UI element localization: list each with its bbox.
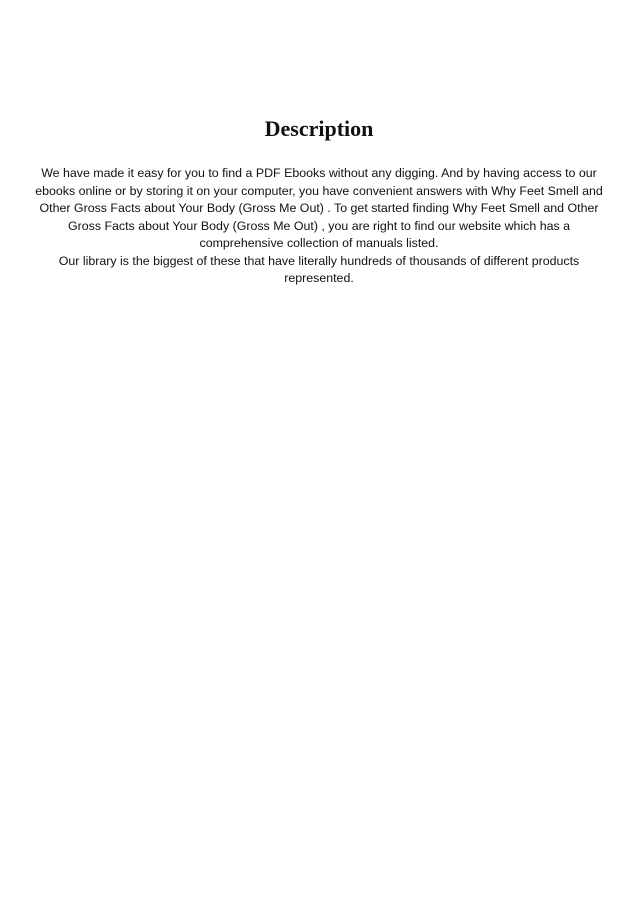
description-paragraph: Our library is the biggest of these that have literally hundreds of thousands of different products represented. bbox=[58, 253, 580, 285]
description-paragraph: We have made it easy for you to find a PDF Ebooks without any digging. And by having access to our ebooks online or by storing it on your computer, you have convenient answers with Why Feet Smell and Other Gross Facts about Your Body (Gross Me Out) . To get started finding Why Feet Smell and Other Gross Facts about Your Body (Gross Me Out) , you are right to find our website which has a comprehensive collection of manuals listed. bbox=[35, 166, 603, 250]
page-title: Description bbox=[264, 116, 374, 141]
description-body bbox=[30, 165, 608, 288]
